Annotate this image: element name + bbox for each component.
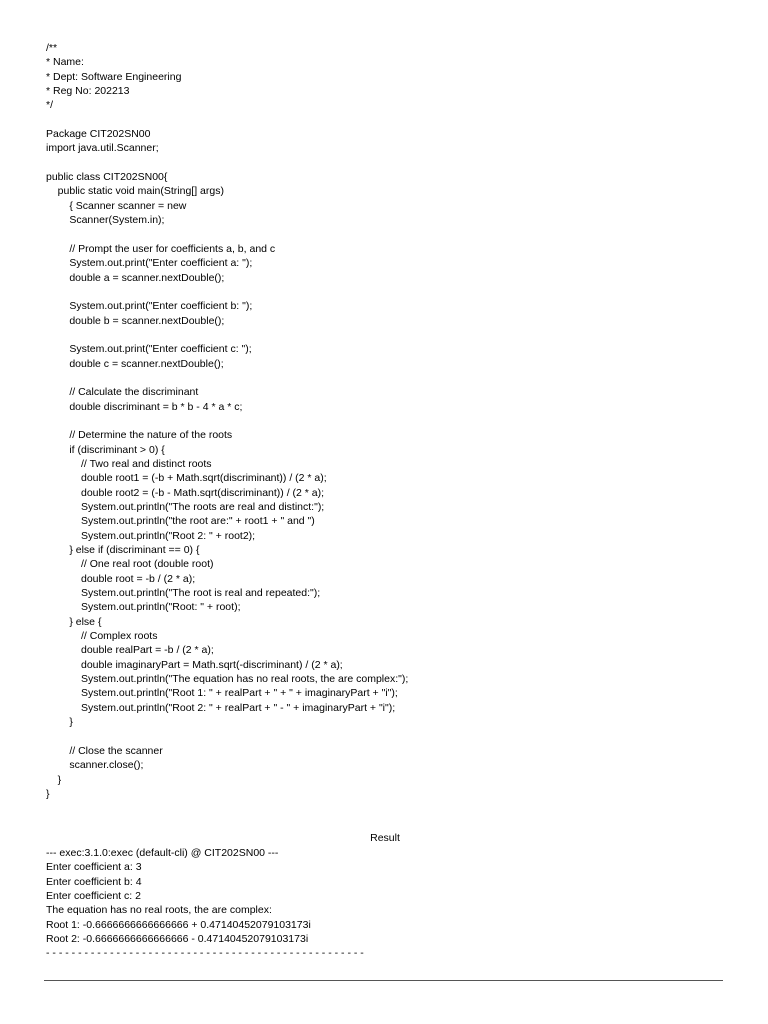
code-line: scanner.close(); [46,759,144,772]
java-code-block [46,41,726,801]
code-line: * Name: [46,56,84,69]
code-line [46,113,726,127]
code-line: */ [46,99,54,112]
code-line: } [46,716,73,729]
code-line: System.out.println("Root: " + root); [46,601,241,614]
output-line: Root 1: -0.6666666666666666 + 0.47140452079103173i [46,918,311,931]
code-line: * Dept: Software Engineering [46,70,182,83]
code-line [46,227,726,241]
output-line: Root 2: -0.6666666666666666 - 0.47140452079103173i [46,933,309,946]
code-line [46,285,726,299]
code-line: } [46,787,50,800]
code-line: double imaginaryPart = Math.sqrt(-discriminant) / (2 * a); [46,658,343,671]
code-line: System.out.print("Enter coefficient b: "); [46,300,253,313]
code-line: // Complex roots [46,630,158,643]
code-line: System.out.println("The roots are real and distinct:"); [46,501,325,513]
output-line: - - - - - - - - - - - - - - - - - - - - - - - - - - - - - - - - - - - - - - - - - - - - - - - - - - [46,947,364,960]
code-line: } [46,773,62,786]
code-line [46,730,726,744]
code-line: double a = scanner.nextDouble(); [46,271,225,284]
code-line: // One real root (double root) [46,558,214,571]
code-line: double c = scanner.nextDouble(); [46,357,224,370]
code-line: { Scanner scanner = new [46,199,187,212]
code-line: * Reg No: 202213 [46,85,130,98]
code-line: System.out.print("Enter coefficient c: "); [46,343,252,356]
code-line: System.out.println("The root is real and repeated:"); [46,587,321,600]
output-line: Enter coefficient a: 3 [46,861,142,874]
code-line [46,156,726,170]
code-line: double root2 = (-b - Math.sqrt(discriminant)) / (2 * a); [46,486,325,499]
code-line: } else if (discriminant == 0) { [46,544,200,557]
code-line: System.out.println("Root 1: " + realPart + " + " + imaginaryPart + "i"); [46,687,398,700]
code-line: Package CIT202SN00 [46,128,151,141]
code-line: double root = -b / (2 * a); [46,572,196,585]
code-line: double b = scanner.nextDouble(); [46,314,225,327]
code-line: public static void main(String[] args) [46,185,224,198]
code-line: if (discriminant > 0) { [46,443,165,456]
code-line: // Determine the nature of the roots [46,429,233,442]
output-line: Enter coefficient b: 4 [46,875,142,888]
code-line [46,371,726,385]
code-line [46,328,726,342]
code-line: System.out.println("Root 2: " + root2); [46,529,256,542]
code-line: import java.util.Scanner; [46,142,159,155]
code-line: double discriminant = b * b - 4 * a * c; [46,400,243,413]
code-line: System.out.print("Enter coefficient a: "); [46,257,253,270]
code-line: double root1 = (-b + Math.sqrt(discriminant)) / (2 * a); [46,472,327,485]
code-line: System.out.println("the root are:" + root1 + " and ") [46,515,315,528]
code-line: System.out.println("The equation has no real roots, the are complex:"); [46,673,409,686]
code-line: } else { [46,615,102,628]
code-line: /** [46,42,58,54]
code-line: System.out.println("Root 2: " + realPart + " - " + imaginaryPart + "i"); [46,701,396,714]
output-line: --- exec:3.1.0:exec (default-cli) @ CIT202SN00 --- [46,847,279,859]
code-line: // Two real and distinct roots [46,457,212,470]
result-heading-text: Result [370,832,400,844]
output-line: The equation has no real roots, the are complex: [46,904,272,917]
program-output-block [46,846,726,961]
code-line: double realPart = -b / (2 * a); [46,644,214,657]
code-line: // Calculate the discriminant [46,386,199,399]
code-line: // Close the scanner [46,744,163,757]
code-line [46,414,726,428]
code-line: Scanner(System.in); [46,214,165,227]
footer-divider [44,980,723,981]
result-heading [46,831,722,845]
code-line: public class CIT202SN00{ [46,171,168,184]
output-line: Enter coefficient c: 2 [46,890,141,903]
code-line: // Prompt the user for coefficients a, b, and c [46,242,276,255]
